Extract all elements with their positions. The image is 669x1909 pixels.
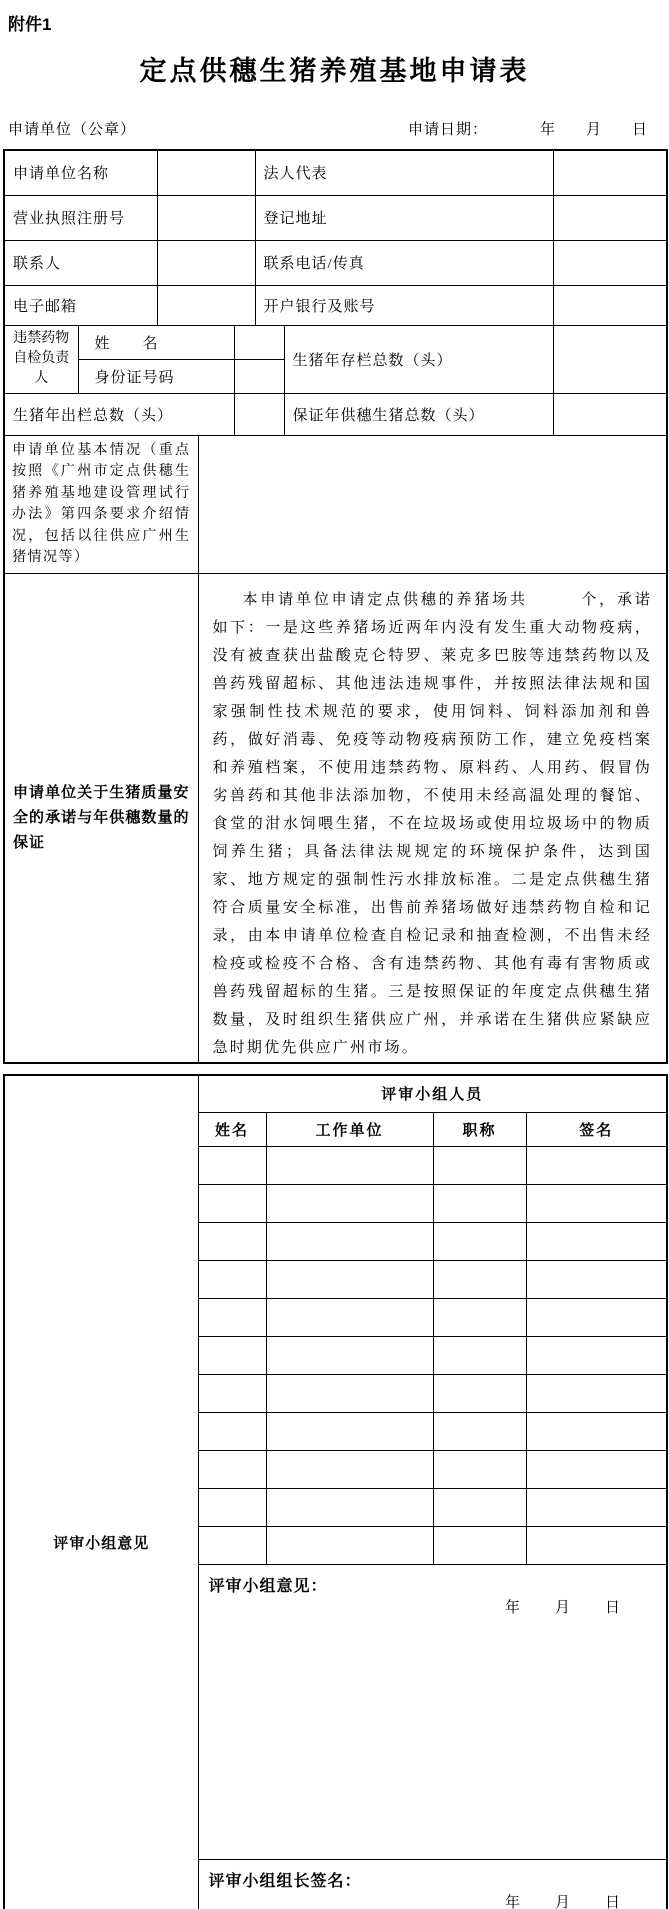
review-empty-cell[interactable] [526,1261,667,1299]
bank-account-label: 开户银行及账号 [255,285,553,325]
inspector-name-field[interactable] [234,325,284,359]
review-empty-cell[interactable] [198,1375,266,1413]
stock-total-field[interactable] [553,325,667,393]
review-empty-cell[interactable] [526,1375,667,1413]
col-header-workunit: 工作单位 [266,1113,433,1147]
table-row [4,435,667,573]
review-empty-cell[interactable] [433,1223,526,1261]
leader-sign-cell[interactable] [198,1860,667,1909]
review-empty-cell[interactable] [266,1375,433,1413]
review-empty-cell[interactable] [266,1185,433,1223]
review-empty-cell[interactable] [198,1527,266,1565]
review-empty-cell[interactable] [526,1337,667,1375]
review-empty-cell[interactable] [266,1147,433,1185]
attachment-label: 附件1 [8,15,52,34]
leader-sign-inner [199,1860,667,1909]
table-row [4,573,667,1063]
review-empty-cell[interactable] [526,1413,667,1451]
supply-total-label: 保证年供穗生猪总数（头） [284,393,553,435]
inspector-label: 违禁药物自检负责人 [4,325,78,393]
unit-name-label: 申请单位名称 [4,150,157,195]
review-empty-cell[interactable] [433,1261,526,1299]
col-header-title: 职称 [433,1113,526,1147]
review-side-label-cell: 评审小组意见 [4,1075,198,1909]
inspector-id-label: 身份证号码 [78,359,234,393]
review-empty-cell[interactable] [198,1261,266,1299]
review-empty-cell[interactable] [266,1527,433,1565]
review-empty-cell[interactable] [198,1223,266,1261]
review-empty-cell[interactable] [526,1451,667,1489]
meta-row [8,118,663,139]
inspector-id-field[interactable] [234,359,284,393]
review-empty-cell[interactable] [433,1375,526,1413]
contact-label: 联系人 [4,240,157,285]
info-table [3,149,668,1064]
leader-sign-label: 评审小组组长签名： [208,1873,362,1890]
outflow-total-label: 生猪年出栏总数（头） [4,393,234,435]
unit-name-field[interactable] [157,150,255,195]
table-row [4,195,667,240]
review-empty-cell[interactable] [266,1337,433,1375]
review-empty-cell[interactable] [433,1413,526,1451]
commitment-label: 申请单位关于生猪质量安全的承诺与年供穗数量的保证 [4,573,198,1063]
apply-date [408,118,663,139]
review-empty-cell[interactable] [198,1451,266,1489]
review-empty-cell[interactable] [433,1451,526,1489]
review-empty-cell[interactable] [266,1489,433,1527]
review-empty-cell[interactable] [198,1489,266,1527]
review-empty-cell[interactable] [198,1337,266,1375]
panel-header: 评审小组人员 [198,1075,667,1113]
email-label: 电子邮箱 [4,285,157,325]
review-empty-cell[interactable] [266,1223,433,1261]
review-empty-cell[interactable] [526,1185,667,1223]
review-empty-cell[interactable] [433,1527,526,1565]
opinion-inner [199,1565,667,1627]
review-empty-cell[interactable] [266,1413,433,1451]
review-empty-cell[interactable] [433,1147,526,1185]
table-row [4,325,667,359]
legal-rep-field[interactable] [553,150,667,195]
review-empty-cell[interactable] [526,1299,667,1337]
review-empty-cell[interactable] [433,1337,526,1375]
review-empty-cell[interactable] [433,1299,526,1337]
opinion-label: 评审小组意见： [208,1578,328,1595]
license-no-label: 营业执照注册号 [4,195,157,240]
col-header-name: 姓名 [198,1113,266,1147]
commitment-text [198,573,667,1063]
table-row [4,285,667,325]
review-empty-cell[interactable] [266,1261,433,1299]
table-row [4,1075,667,1113]
col-header-signature: 签名 [526,1113,667,1147]
email-field[interactable] [157,285,255,325]
inspector-name-label: 姓 名 [78,325,234,359]
opinion-date: 年 月 日 [505,1600,631,1616]
review-empty-cell[interactable] [198,1299,266,1337]
review-empty-cell[interactable] [198,1185,266,1223]
phone-fax-label: 联系电话/传真 [255,240,553,285]
review-empty-cell[interactable] [433,1489,526,1527]
commitment-paragraph: 本申请单位申请定点供穗的养猪场共 个，承诺如下：一是这些养猪场近两年内没有发生重大动物疫病，没有被查获出盐酸克仑特罗、莱克多巴胺等违禁药物以及兽药残留超标、其他违法违规事件，并按照法律法规和国家强制性技术规范的要求，使用饲料、饲料添加剂和兽药，做好消毒、免疫等动物疫病预防工作，建立免疫档案和养殖档案，不使用违禁药物、原料药、人用药、假冒伪劣兽药和其他非法添加物，不使用未经高温处理的餐馆、食堂的泔水饲喂生猪，不在垃圾场或使用垃圾场中的物质饲养生猪；具备法律法规规定的环境保护条件，达到国家、地方规定的强制性污水排放标准。二是定点供穗生猪符合质量安全标准，出售前养猪场做好违禁药物自检和记录，由本申请单位检查自检记录和抽查检测，不出售未经检疫或检疫不合格、含有违禁药物、其他有毒有害物质或兽药残留超标的生猪。三是按照保证的年度定点供穗生猪数量，及时组织生猪供应广州，并承诺在生猪供应紧缺应急时期优先供应广州市场。 [212,591,653,1056]
review-empty-cell[interactable] [526,1489,667,1527]
table-row [4,393,667,435]
review-empty-cell[interactable] [266,1299,433,1337]
unit-seal-label: 申请单位（公章） [8,122,137,138]
review-empty-cell[interactable] [526,1147,667,1185]
license-no-field[interactable] [157,195,255,240]
review-empty-cell[interactable] [266,1451,433,1489]
review-table [3,1074,668,1909]
table-row [4,150,667,195]
review-empty-cell[interactable] [433,1185,526,1223]
page-title: 定点供穗生猪养殖基地申请表 [139,56,530,86]
outflow-total-field[interactable] [234,393,284,435]
review-empty-cell[interactable] [526,1527,667,1565]
reg-address-label: 登记地址 [255,195,553,240]
apply-date-label: 申请日期： [407,122,488,138]
leader-sign-date: 年 月 日 [505,1895,631,1909]
opinion-cell[interactable] [198,1565,667,1860]
review-empty-cell[interactable] [198,1147,266,1185]
legal-rep-label: 法人代表 [255,150,553,195]
supply-total-field[interactable] [553,393,667,435]
reg-address-field[interactable] [553,195,667,240]
review-empty-cell[interactable] [526,1223,667,1261]
stock-total-label: 生猪年存栏总数（头） [284,325,553,393]
phone-fax-field[interactable] [553,240,667,285]
basic-info-field[interactable] [198,435,667,573]
basic-info-label: 申请单位基本情况（重点按照《广州市定点供穗生猪养殖基地建设管理试行办法》第四条要求介绍情况，包括以往供应广州生猪情况等） [4,435,198,573]
contact-field[interactable] [157,240,255,285]
table-row [4,240,667,285]
apply-date-value: 年 月 日 [539,122,655,138]
review-empty-cell[interactable] [198,1413,266,1451]
bank-account-field[interactable] [553,285,667,325]
